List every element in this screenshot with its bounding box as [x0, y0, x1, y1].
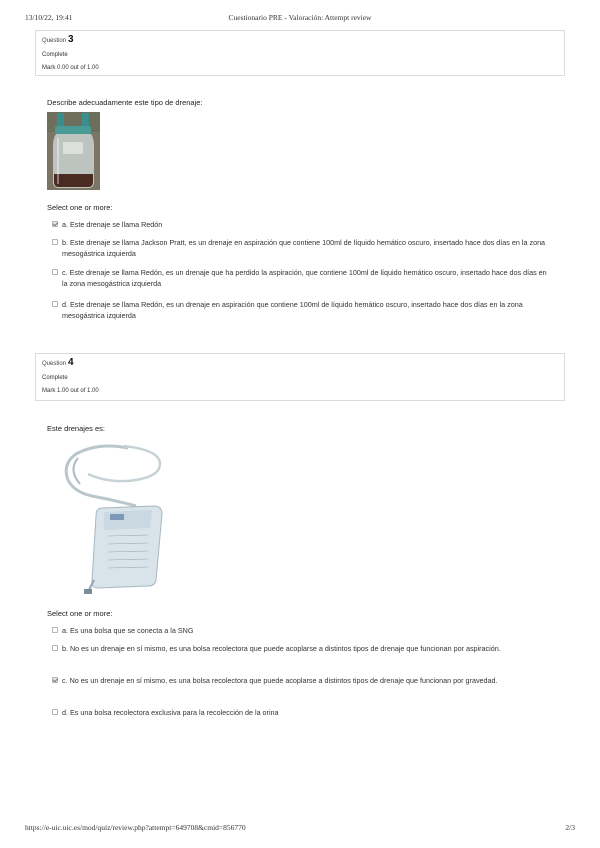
checkbox[interactable]	[52, 709, 58, 715]
answer-text: c. No es un drenaje en sí mismo, es una bolsa recolectora que puede acoplarse a distintos tipos de drenaje que funcionan por gravedad.	[62, 676, 498, 685]
answer-text: d. Este drenaje se llama Redón, es un drenaje en aspiración que contiene 100ml de líquido hemático oscuro, insertado hace dos días en la zona mesogástrica izquierda	[62, 300, 523, 320]
checkbox[interactable]	[52, 269, 58, 275]
checkbox-checked[interactable]	[52, 221, 58, 227]
answer-option-4d[interactable]	[52, 707, 552, 718]
answer-option-3d[interactable]	[52, 299, 552, 321]
question-info-4	[35, 353, 565, 401]
answer-option-4c[interactable]	[52, 675, 552, 686]
answer-text: b. No es un drenaje en sí mismo, es una bolsa recolectora que puede acoplarse a distintos tipos de drenaje que funcionan por aspiración.	[62, 644, 501, 653]
checkbox[interactable]	[52, 645, 58, 651]
print-page-title: Cuestionario PRE - Valoración: Attempt review	[228, 13, 372, 22]
print-footer	[25, 823, 575, 835]
answer-text: c. Este drenaje se llama Redón, es un drenaje que ha perdido la aspiración, que contiene 100ml de líquido hemático oscuro, insertado hace dos días en la zona mesogástrica izquierda	[62, 268, 547, 288]
select-prompt-3: Select one or more:	[47, 203, 113, 212]
answer-option-3c[interactable]	[52, 267, 552, 289]
answer-option-4a[interactable]	[52, 625, 552, 636]
question-label: Question	[42, 38, 67, 44]
checkbox[interactable]	[52, 301, 58, 307]
answer-text: a. Es una bolsa que se conecta a la SNG	[62, 626, 194, 635]
checkbox-checked[interactable]	[52, 677, 58, 683]
question-grade: Mark 0.00 out of 1.00	[42, 65, 99, 71]
print-datetime: 13/10/22, 19:41	[25, 13, 73, 22]
question-number	[42, 357, 558, 370]
question-grade: Mark 1.00 out of 1.00	[42, 388, 99, 394]
question-label: Question	[42, 361, 67, 367]
answer-text: b. Este drenaje se llama Jackson Pratt, es un drenaje en aspiración que contiene 100ml de líquido hemático oscuro, insertado hace dos días en la zona mesogástrica izquierda	[62, 238, 546, 258]
question-number-value: 4	[68, 357, 74, 368]
answer-text: a. Este drenaje se llama Redón	[62, 220, 163, 229]
question-number	[42, 34, 558, 47]
checkbox[interactable]	[52, 627, 58, 633]
answer-text: d. Es una bolsa recolectora exclusiva para la recolección de la orina	[62, 708, 279, 717]
urine-collection-bag-photo	[58, 440, 168, 595]
print-page-number: 2/3	[565, 823, 575, 832]
answer-option-3a[interactable]	[52, 219, 552, 230]
question-text-4: Este drenajes es:	[47, 424, 105, 433]
print-url: https://e-uic.uic.es/mod/quiz/review.php?attempt=649708&cmid=856770	[25, 823, 246, 832]
question-state: Complete	[42, 375, 68, 381]
question-info-3	[35, 30, 565, 76]
question-text-3: Describe adecuadamente este tipo de drenaje:	[47, 98, 203, 107]
checkbox[interactable]	[52, 239, 58, 245]
question-number-value: 3	[68, 34, 74, 45]
suction-drain-bottle-photo	[47, 112, 100, 190]
answer-option-3b[interactable]	[52, 237, 552, 259]
print-header	[25, 13, 575, 25]
question-state: Complete	[42, 52, 68, 58]
select-prompt-4: Select one or more:	[47, 609, 113, 618]
answer-option-4b[interactable]	[52, 643, 552, 654]
